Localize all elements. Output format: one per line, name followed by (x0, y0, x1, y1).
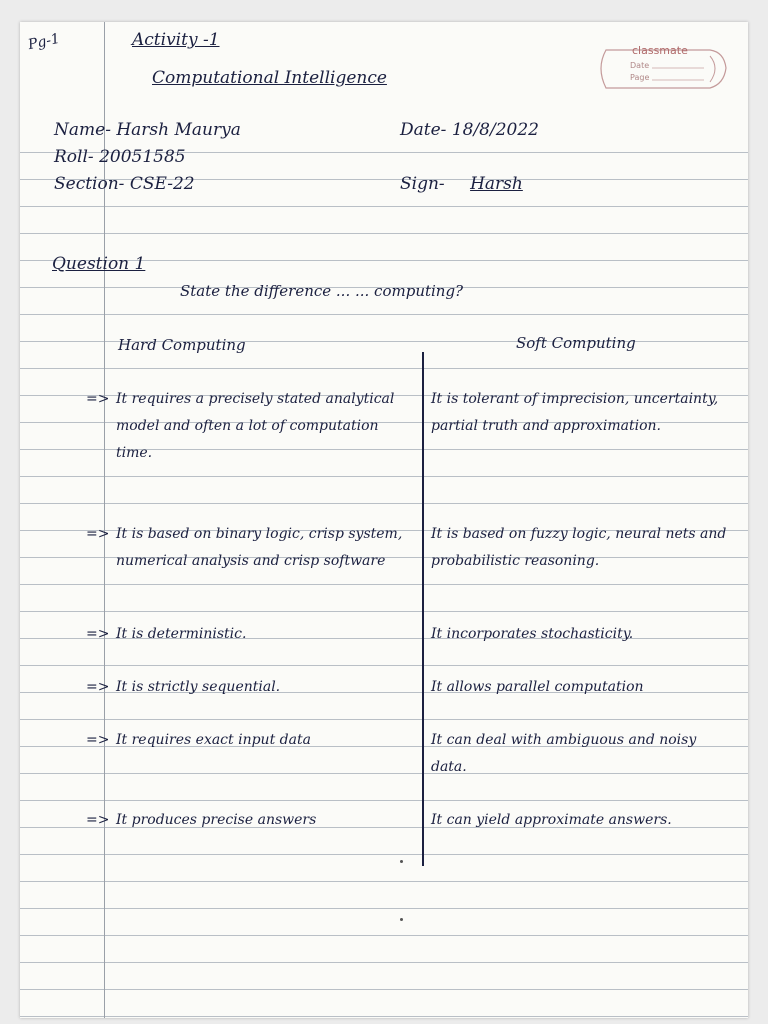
date-label: Date- (400, 120, 447, 140)
signature: Harsh (470, 174, 523, 194)
section-label: Section- (54, 174, 125, 194)
soft-cell: It allows parallel computation (431, 679, 644, 695)
hard-cell: It requires a precisely stated analytical model and often a lot of computation time. (116, 391, 395, 461)
roll-value: 20051585 (99, 147, 186, 167)
table-column-divider (422, 352, 424, 866)
soft-cell: It is based on fuzzy logic, neural nets and probabilistic reasoning. (431, 526, 727, 569)
hard-cell: It is deterministic. (116, 626, 247, 642)
subject-text: Computational Intelligence (152, 68, 387, 88)
page-marker: Pg-1 (26, 30, 62, 54)
soft-cell: It can deal with ambiguous and noisy data. (431, 732, 697, 775)
bullet-arrow: => (86, 626, 110, 642)
margin-line (104, 22, 105, 1018)
roll-label: Roll- (54, 147, 94, 167)
logo-date-label: Date (630, 61, 650, 70)
bullet-arrow: => (86, 732, 110, 748)
bullet-arrow: => (86, 679, 110, 695)
section-line (54, 174, 195, 194)
question-label: Question 1 (52, 254, 146, 274)
sign-line (400, 174, 523, 194)
notebook-page (20, 22, 748, 1018)
section-value: CSE-22 (129, 174, 195, 194)
activity-title: Activity -1 (132, 30, 220, 50)
date-line (400, 120, 539, 140)
bullet-arrow: => (86, 812, 110, 828)
soft-cell: It is tolerant of imprecision, uncertainty, partial truth and approximation. (431, 391, 719, 434)
soft-cell: It can yield approximate answers. (431, 812, 672, 828)
soft-computing-header: Soft Computing (516, 334, 636, 352)
hard-cell: It requires exact input data (116, 732, 311, 748)
subject-title (152, 68, 387, 88)
name-value: Harsh Maurya (116, 120, 241, 140)
question-prompt: State the difference ... ... computing? (180, 282, 464, 300)
bullet-arrow: => (86, 391, 110, 407)
name-label: Name- (54, 120, 111, 140)
hard-cell: It produces precise answers (116, 812, 317, 828)
hard-cell: It is based on binary logic, crisp system, numerical analysis and crisp software (116, 526, 403, 569)
bullet-arrow: => (86, 526, 110, 542)
hard-cell: It is strictly sequential. (116, 679, 281, 695)
date-value: 18/8/2022 (451, 120, 539, 140)
soft-cell: It incorporates stochasticity. (431, 626, 634, 642)
roll-line (54, 147, 186, 167)
ink-dot (400, 860, 403, 863)
hard-computing-header: Hard Computing (118, 336, 246, 354)
name-line (54, 120, 241, 140)
logo-brand: classmate (632, 44, 688, 57)
sign-label: Sign- (400, 174, 445, 194)
logo-page-label: Page (630, 73, 650, 82)
ink-dot (400, 918, 403, 921)
classmate-logo (592, 38, 732, 100)
